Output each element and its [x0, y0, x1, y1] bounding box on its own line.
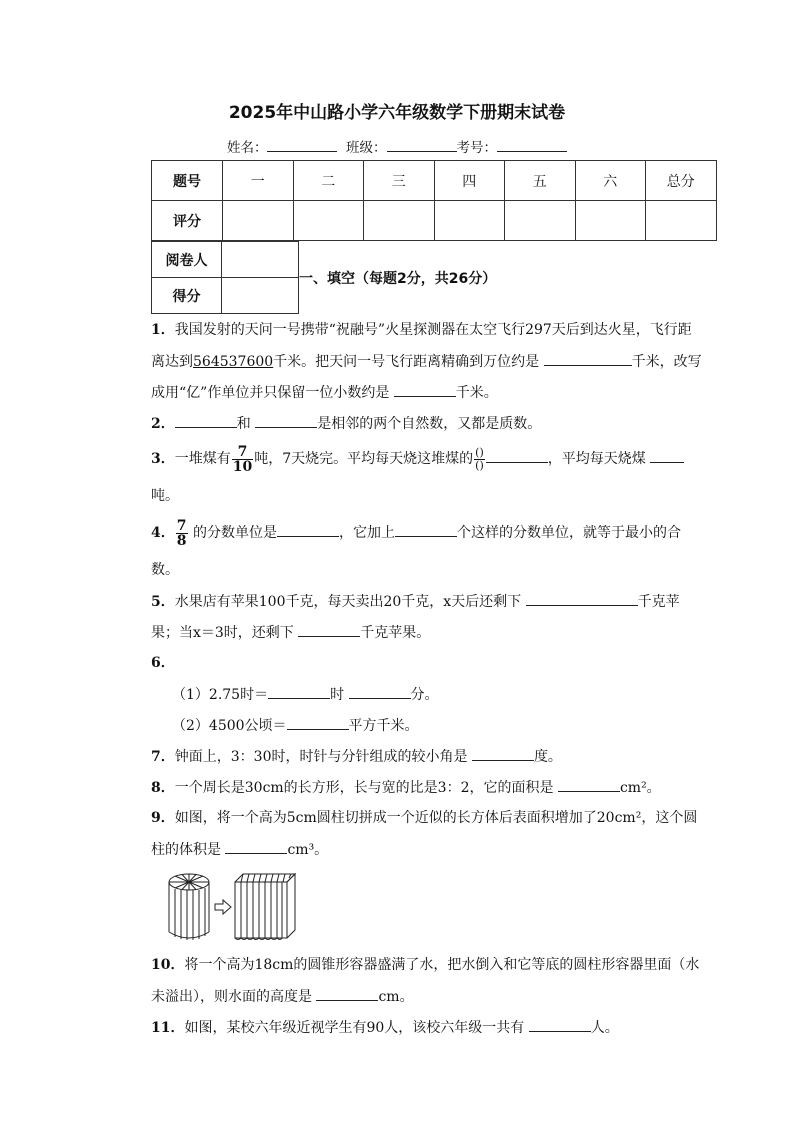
- section-heading-fill-blank: 一、填空（每题2分，共26分）: [299, 271, 497, 287]
- score-cell-label: 题号: [152, 161, 223, 201]
- score-cell-q4: 四: [434, 161, 505, 201]
- score-cell-q1: 一: [223, 161, 294, 201]
- q10-blank[interactable]: [316, 986, 378, 1001]
- question-6-sub-1: （1）2.75时＝ 时 分。: [172, 684, 742, 705]
- score-entry[interactable]: [646, 201, 717, 241]
- question-2: 2． 和 是相邻的两个自然数，又都是质数。: [151, 413, 721, 434]
- q8-blank[interactable]: [558, 777, 620, 792]
- score-row-label: 评分: [152, 201, 223, 241]
- q1-blank-2[interactable]: [394, 382, 456, 397]
- score-entry[interactable]: [364, 201, 435, 241]
- question-1-line-1: 1．我国发射的天问一号携带“祝融号”火星探测器在太空飞行297天后到达火星，飞行距: [151, 322, 692, 338]
- score-cell-q6: 六: [575, 161, 646, 201]
- grader-table: [151, 241, 299, 314]
- question-10-line-2: 未溢出），则水面的高度是 cm。: [151, 986, 721, 1007]
- q7-blank[interactable]: [472, 746, 534, 761]
- name-label: 姓名：: [226, 140, 268, 156]
- question-6-sub-2: （2）4500公顷＝ 平方千米。: [172, 715, 742, 736]
- score-cell-total: 总分: [646, 161, 717, 201]
- score-entry[interactable]: [223, 201, 294, 241]
- q6-blank-1[interactable]: [268, 684, 330, 699]
- question-6-number: 6．: [151, 655, 175, 671]
- cuboid-icon: [235, 874, 295, 940]
- question-10-line-1: 10．将一个高为18cm的圆锥形容器盛满了水，把水倒入和它等底的圆柱形容器里面（水: [151, 957, 700, 973]
- q4-blank-2[interactable]: [395, 522, 457, 537]
- exam-no-blank[interactable]: [497, 137, 567, 152]
- score-entry[interactable]: [293, 201, 364, 241]
- question-7: 7．钟面上，3：30时，时针与分针组成的较小角是 度。: [151, 746, 721, 767]
- score-entry[interactable]: [505, 201, 576, 241]
- score-table-score-row: [152, 201, 717, 241]
- score-cell-q2: 二: [293, 161, 364, 201]
- q5-blank-1[interactable]: [526, 591, 638, 606]
- q2-blank-2[interactable]: [255, 413, 317, 428]
- fraction-7-10: $\frac{7}{10}$: [232, 443, 253, 475]
- fraction-placeholder[interactable]: $\frac{()}{()}$: [475, 445, 484, 472]
- score-table: [151, 160, 717, 241]
- page-title: 2025年中山路小学六年级数学下册期末试卷: [228, 103, 566, 123]
- q6-blank-2[interactable]: [349, 684, 411, 699]
- score-cell-q5: 五: [505, 161, 576, 201]
- reader-entry[interactable]: [222, 242, 299, 278]
- reader-label: 阅卷人: [152, 242, 222, 278]
- q2-blank-1[interactable]: [175, 413, 237, 428]
- question-3-line-1: 3．一堆煤有 $\frac{7}{10}$ 吨，7天烧完。平均每天烧这堆煤的 $\frac{()}{()}$ ，平均每天烧煤: [151, 444, 721, 474]
- flight-distance: 564537600: [193, 354, 274, 370]
- question-11: 11．如图，某校六年级近视学生有90人，该校六年级一共有 人。: [151, 1017, 721, 1038]
- question-4-line-2: 数。: [151, 562, 179, 578]
- name-blank[interactable]: [267, 137, 337, 152]
- class-label: 班级：: [346, 140, 387, 156]
- cylinder-icon: [169, 874, 209, 940]
- q3-blank-1[interactable]: [486, 448, 548, 463]
- cylinder-to-cuboid-figure: [165, 868, 300, 943]
- q9-blank[interactable]: [225, 839, 287, 854]
- q6-blank-3[interactable]: [287, 715, 349, 730]
- arrow-right-icon: [215, 900, 231, 914]
- question-4-line-1: 4． $\frac{7}{8}$ 的分数单位是 ，它加上 个这样的分数单位，就等于最小的合: [151, 517, 681, 549]
- question-9-line-1: 9．如图，将一个高为5cm圆柱切拼成一个近似的长方体后表面积增加了20cm²，这个圆: [151, 810, 698, 826]
- question-5-line-1: 5．水果店有苹果100千克，每天卖出20千克，x天后还剩下 千克苹: [151, 591, 721, 612]
- q4-blank-1[interactable]: [277, 522, 339, 537]
- question-8: 8．一个周长是30cm的长方形，长与宽的比是3：2，它的面积是 cm²。: [151, 777, 721, 798]
- score-entry[interactable]: [434, 201, 505, 241]
- class-blank[interactable]: [387, 137, 457, 152]
- question-5-line-2: 果；当x＝3时，还剩下 千克苹果。: [151, 622, 721, 643]
- q5-blank-2[interactable]: [298, 622, 360, 637]
- score-table-header-row: [152, 161, 717, 201]
- question-1-line-3: 成用“亿”作单位并只保留一位小数约是 千米。: [151, 382, 721, 403]
- exam-no-label: 考号：: [456, 140, 498, 156]
- q3-blank-2[interactable]: [650, 448, 684, 463]
- question-3-line-2: 吨。: [151, 488, 179, 504]
- score-entry[interactable]: [575, 201, 646, 241]
- q1-blank-1[interactable]: [544, 351, 632, 366]
- q11-blank[interactable]: [529, 1017, 591, 1032]
- question-9-line-2: 柱的体积是 cm³。: [151, 839, 721, 860]
- score-cell-q3: 三: [364, 161, 435, 201]
- grader-score-entry[interactable]: [222, 278, 299, 314]
- student-info-line: [0, 136, 794, 156]
- question-1-line-2: 离达到564537600千米。把天问一号飞行距离精确到万位约是 千米，改写: [151, 351, 721, 372]
- grader-score-label: 得分: [152, 278, 222, 314]
- fraction-7-8: $\frac{7}{8}$: [176, 517, 187, 549]
